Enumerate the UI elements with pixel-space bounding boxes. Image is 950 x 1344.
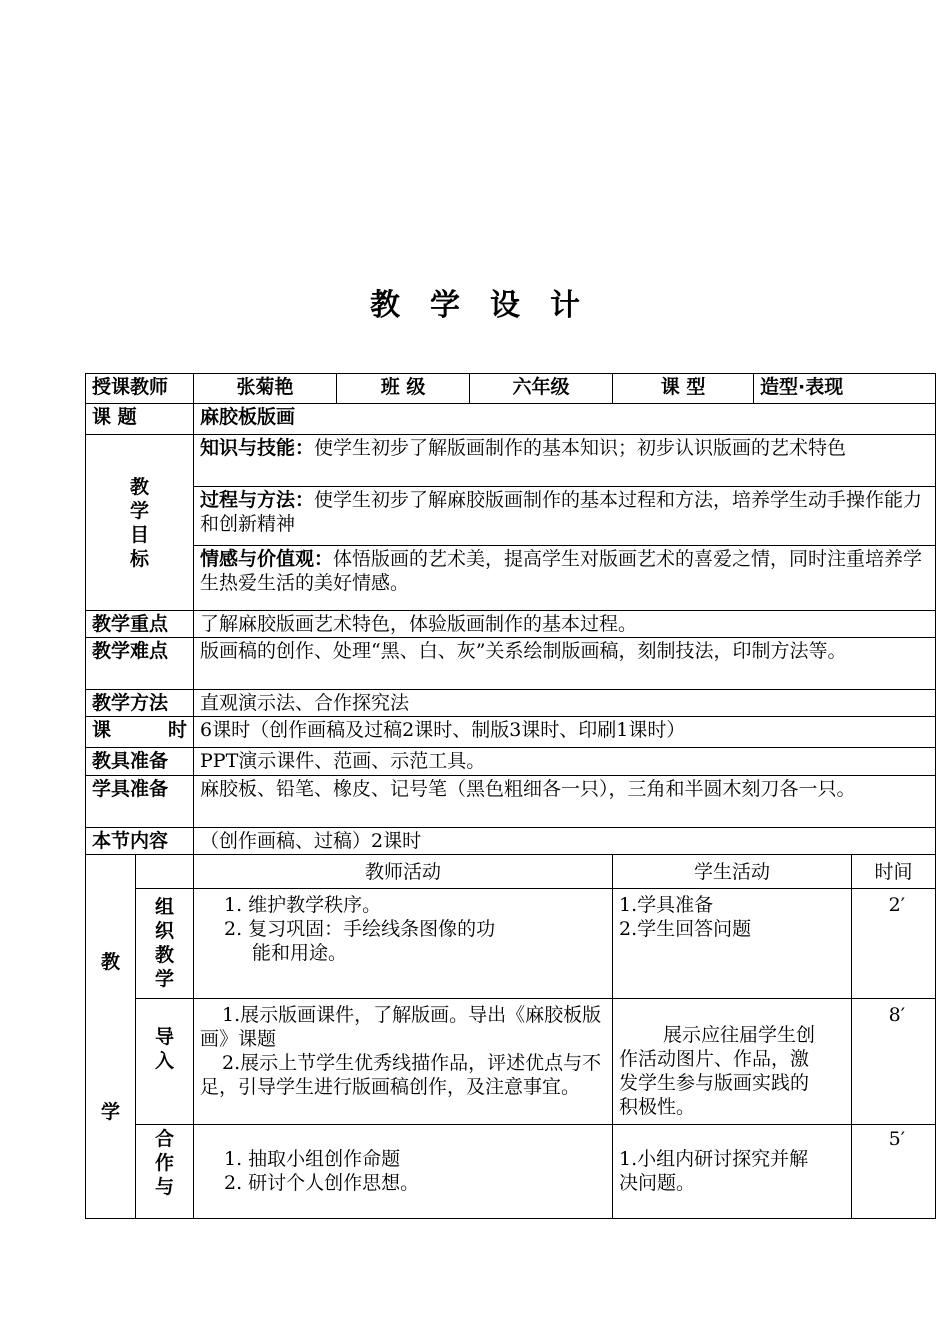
difficulties-label: 教学难点 — [86, 638, 194, 690]
process-row-cooperate — [86, 1125, 936, 1219]
goal-process: 过程与方法：使学生初步了解麻胶版画制作的基本过程和方法，培养学生动手操作能力和创新精神 — [194, 487, 936, 546]
teacher-name: 张菊艳 — [194, 374, 337, 404]
student-activity-intro: 展示应往届学生创作活动图片、作品，激发学生参与版画实践的积极性。 — [613, 999, 852, 1125]
process-header-row — [86, 855, 936, 889]
methods-label: 教学方法 — [86, 690, 194, 717]
student-tools-label: 学具准备 — [86, 776, 194, 828]
goal-row-2 — [86, 487, 936, 546]
student-activity-organize: 1.学具准备 2.学生回答问题 — [613, 889, 852, 999]
hours-label: 课 时 — [86, 717, 194, 748]
col-student-activity: 学生活动 — [613, 855, 852, 889]
key-points-label: 教学重点 — [86, 611, 194, 638]
key-points-value: 了解麻胶版画艺术特色，体验版画制作的基本过程。 — [194, 611, 936, 638]
topic-row — [86, 404, 936, 435]
section-value: （创作画稿、过稿）2课时 — [194, 828, 936, 855]
teacher-activity-organize: 1. 维护教学秩序。 2. 复习巩固：手绘线条图像的功 能和用途。 — [194, 889, 613, 999]
teacher-tools-row — [86, 748, 936, 776]
student-tools-row — [86, 776, 936, 828]
teacher-tools-value: PPT演示课件、范画、示范工具。 — [194, 748, 936, 776]
difficulties-row — [86, 638, 936, 690]
lesson-plan-table — [85, 373, 936, 1219]
stage-intro: 导 入 — [136, 999, 194, 1125]
student-activity-cooperate: 1.小组内研讨探究并解决问题。 — [613, 1125, 852, 1219]
goal-row-1 — [86, 435, 936, 487]
topic-label: 课 题 — [86, 404, 194, 435]
stage-header-blank — [136, 855, 194, 889]
time-cooperate: 5′ — [852, 1125, 936, 1219]
section-label: 本节内容 — [86, 828, 194, 855]
teacher-activity-intro: 1.展示版画课件，了解版画。导出《麻胶板版画》课题 2.展示上节学生优秀线描作品，评述优点与不足，引导学生进行版画稿创作，及注意事宜。 — [194, 999, 613, 1125]
process-row-organize — [86, 889, 936, 999]
col-time: 时间 — [852, 855, 936, 889]
stage-organize: 组 织 教 学 — [136, 889, 194, 999]
document-title: 教学设计 — [370, 288, 610, 323]
methods-value: 直观演示法、合作探究法 — [194, 690, 936, 717]
topic-value: 麻胶板版画 — [194, 404, 936, 435]
header-row — [86, 374, 936, 404]
teacher-activity-cooperate: 1. 抽取小组创作命题 2. 研讨个人创作思想。 — [194, 1125, 613, 1219]
process-label: 教 学 — [86, 855, 136, 1219]
teacher-label: 授课教师 — [86, 374, 194, 404]
col-teacher-activity: 教师活动 — [194, 855, 613, 889]
type-value: 造型·表现 — [754, 374, 936, 404]
teacher-tools-label: 教具准备 — [86, 748, 194, 776]
time-intro: 8′ — [852, 999, 936, 1125]
stage-cooperate: 合 作 与 — [136, 1125, 194, 1219]
time-organize: 2′ — [852, 889, 936, 999]
process-row-intro — [86, 999, 936, 1125]
class-value: 六年级 — [470, 374, 613, 404]
hours-value: 6课时（创作画稿及过稿2课时、制版3课时、印刷1课时） — [194, 717, 936, 748]
methods-row — [86, 690, 936, 717]
goal-row-3 — [86, 546, 936, 611]
goals-label: 教 学 目 标 — [86, 435, 194, 611]
section-row — [86, 828, 936, 855]
student-tools-value: 麻胶板、铅笔、橡皮、记号笔（黑色粗细各一只），三角和半圆木刻刀各一只。 — [194, 776, 936, 828]
goal-knowledge: 知识与技能：使学生初步了解版画制作的基本知识；初步认识版画的艺术特色 — [194, 435, 936, 487]
key-points-row — [86, 611, 936, 638]
goal-emotion: 情感与价值观：体悟版画的艺术美，提高学生对版画艺术的喜爱之情，同时注重培养学生热爱生活的美好情感。 — [194, 546, 936, 611]
difficulties-value: 版画稿的创作、处理“黑、白、灰”关系绘制版画稿，刻制技法，印制方法等。 — [194, 638, 936, 690]
type-label: 课 型 — [613, 374, 754, 404]
hours-row — [86, 717, 936, 748]
class-label: 班 级 — [337, 374, 470, 404]
